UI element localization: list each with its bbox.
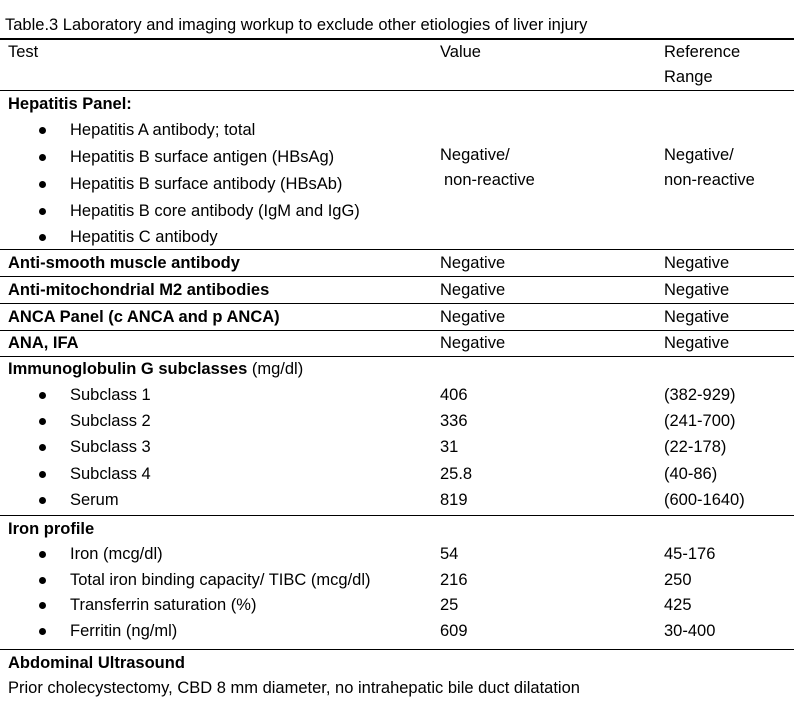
iron-item-name: Total iron binding capacity/ TIBC (mcg/dl)	[70, 571, 371, 589]
ultrasound-title: Abdominal Ultrasound	[8, 654, 185, 672]
bullet-icon	[39, 234, 46, 241]
igg-item-value: 31	[440, 438, 459, 456]
row-ref: Negative	[664, 334, 730, 352]
hepatitis-value-line2: non-reactive	[444, 171, 535, 189]
bullet-icon	[39, 551, 46, 558]
hepatitis-ref-line1: Negative/	[664, 146, 734, 164]
hepatitis-value-line1: Negative/	[440, 146, 510, 164]
row-value: Negative	[440, 308, 506, 326]
rule	[0, 356, 794, 357]
row-value: Negative	[440, 334, 506, 352]
igg-item-name: Subclass 1	[70, 386, 151, 404]
bullet-icon	[39, 577, 46, 584]
hepatitis-item: Hepatitis B surface antigen (HBsAg)	[70, 148, 335, 166]
iron-item-ref: 45-176	[664, 545, 716, 563]
igg-item-name: Subclass 4	[70, 465, 151, 483]
hepatitis-title: Hepatitis Panel:	[8, 95, 132, 113]
igg-item-value: 406	[440, 386, 468, 404]
row-value: Negative	[440, 281, 506, 299]
igg-title-bold: Immunoglobulin G subclasses	[8, 360, 248, 378]
hepatitis-item: Hepatitis B core antibody (IgM and IgG)	[70, 202, 360, 220]
bullet-icon	[39, 602, 46, 609]
bullet-icon	[39, 127, 46, 134]
row-test: Anti-smooth muscle antibody	[8, 254, 240, 272]
hepatitis-item: Hepatitis A antibody; total	[70, 121, 256, 139]
hepatitis-ref-line2: non-reactive	[664, 171, 755, 189]
row-test: ANA, IFA	[8, 334, 79, 352]
rule	[0, 303, 794, 304]
bullet-icon	[39, 418, 46, 425]
rule-header	[0, 90, 794, 91]
rule-top	[0, 38, 794, 40]
igg-item-value: 819	[440, 491, 468, 509]
row-ref: Negative	[664, 308, 730, 326]
row-ref: Negative	[664, 254, 730, 272]
rule	[0, 249, 794, 250]
bullet-icon	[39, 154, 46, 161]
igg-item-ref: (40-86)	[664, 465, 718, 483]
igg-item-ref: (241-700)	[664, 412, 736, 430]
igg-item-ref: (600-1640)	[664, 491, 745, 509]
row-value: Negative	[440, 254, 506, 272]
igg-title	[8, 359, 303, 379]
iron-item-name: Ferritin (ng/ml)	[70, 622, 178, 640]
header-reference-1: Reference	[664, 43, 741, 61]
hepatitis-item: Hepatitis C antibody	[70, 228, 218, 246]
hepatitis-item: Hepatitis B surface antibody (HBsAb)	[70, 175, 343, 193]
bullet-icon	[39, 471, 46, 478]
igg-item-name: Serum	[70, 491, 119, 509]
row-ref: Negative	[664, 281, 730, 299]
iron-item-value: 609	[440, 622, 468, 640]
iron-item-name: Iron (mcg/dl)	[70, 545, 163, 563]
table-caption: Table.3 Laboratory and imaging workup to exclude other etiologies of liver injury	[5, 16, 588, 34]
igg-item-name: Subclass 3	[70, 438, 151, 456]
bullet-icon	[39, 208, 46, 215]
ultrasound-text: Prior cholecystectomy, CBD 8 mm diameter, no intrahepatic bile duct dilatation	[8, 679, 580, 697]
igg-item-ref: (22-178)	[664, 438, 727, 456]
igg-item-value: 336	[440, 412, 468, 430]
iron-item-ref: 250	[664, 571, 692, 589]
igg-item-ref: (382-929)	[664, 386, 736, 404]
iron-item-ref: 425	[664, 596, 692, 614]
header-value: Value	[440, 43, 481, 61]
rule	[0, 276, 794, 277]
rule	[0, 515, 794, 516]
iron-title: Iron profile	[8, 520, 95, 538]
iron-item-value: 54	[440, 545, 459, 563]
igg-item-name: Subclass 2	[70, 412, 151, 430]
row-test: ANCA Panel (c ANCA and p ANCA)	[8, 308, 280, 326]
header-reference-2: Range	[664, 68, 713, 86]
igg-title-unit: (mg/dl)	[247, 360, 304, 378]
row-test: Anti-mitochondrial M2 antibodies	[8, 281, 270, 299]
bullet-icon	[39, 628, 46, 635]
igg-item-value: 25.8	[440, 465, 473, 483]
rule	[0, 649, 794, 650]
bullet-icon	[39, 392, 46, 399]
header-test: Test	[8, 43, 39, 61]
iron-item-value: 216	[440, 571, 468, 589]
bullet-icon	[39, 444, 46, 451]
iron-item-value: 25	[440, 596, 459, 614]
bullet-icon	[39, 181, 46, 188]
bullet-icon	[39, 497, 46, 504]
iron-item-ref: 30-400	[664, 622, 716, 640]
rule	[0, 330, 794, 331]
iron-item-name: Transferrin saturation (%)	[70, 596, 257, 614]
